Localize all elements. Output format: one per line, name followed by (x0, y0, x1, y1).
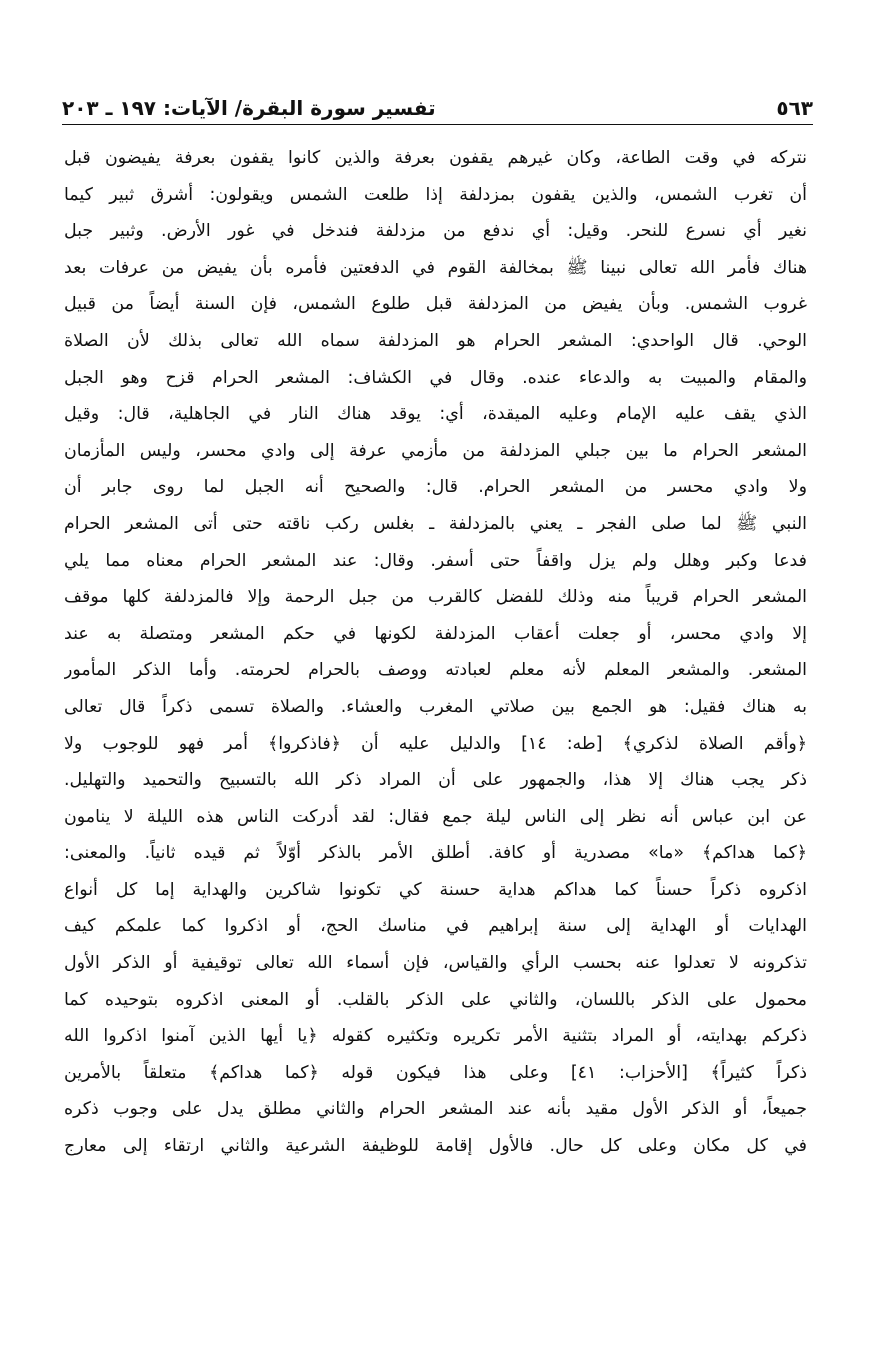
text-line: المشعر الحرام قريباً منه وذلك للفضل كالقرب من جبل الرحمة وإلا فالمزدلفة كلها موقف (64, 587, 807, 608)
text-line: النبي ﷺ لما صلى الفجر ـ يعني بالمزدلفة ـ بغلس ركب ناقته حتى أتى المشعر الحرام (64, 513, 807, 534)
running-title: تفسير سورة البقرة/ الآيات: ١٩٧ ـ ٢٠٣ (62, 96, 436, 120)
text-line: ذكركم بهدايته، أو المراد بتثنية الأمر تكريره وتكثيره كقوله ﴿يا أيها الذين آمنوا اذكروا الله (64, 1026, 807, 1047)
text-line: ذكراً كثيراً﴾ [الأحزاب: ٤١] وعلى هذا فيكون قوله ﴿كما هداكم﴾ متعلقاً بالأمرين (64, 1062, 807, 1083)
text-line: ذكر يجب هناك إلا هذا، والجمهور على أن المراد ذكر الله بالتسبيح والتحميد والتهليل. (64, 770, 807, 791)
text-line: محمول على الذكر باللسان، والثاني على الذكر بالقلب. أو المعنى اذكروه بتوحيده كما (64, 989, 807, 1010)
text-line: اذكروه ذكراً حسناً كما هداكم هداية حسنة كي تكونوا شاكرين والهداية إما كل أنواع (64, 879, 807, 900)
text-line: في كل مكان وعلى كل حال. فالأول إقامة للوظيفة الشرعية والثاني ارتقاء إلى معارج (64, 1136, 807, 1157)
text-line: المشعر الحرام ما بين جبلي المزدلفة من مأزمي عرفة إلى وادي محسر، وليس المأزمان (64, 440, 807, 461)
text-line: المشعر. والمشعر المعلم لأنه معلم لعبادته ووصف بالحرام لحرمته. وأما الذكر المأمور (64, 660, 807, 681)
text-line: الهدايات أو الهداية إلى سنة إبراهيم في مناسك الحج، أو اذكروا كما علمكم كيف (64, 916, 807, 937)
text-line: والمقام والمبيت به والدعاء عنده. وقال في الكشاف: المشعر الحرام قزح وهو الجبل (64, 367, 807, 388)
text-line: جميعاً، أو الذكر الأول مقيد بأنه عند المشعر الحرام والثاني مطلق يدل على وجوب ذكره (64, 1099, 807, 1120)
text-line: غروب الشمس. وبأن يفيض من المزدلفة قبل طلوع الشمس، فإن السنة أيضاً من قبيل (64, 294, 807, 315)
text-line: نتركه في وقت الطاعة، وكان غيرهم يقفون بعرفة والذين كانوا يقفون بعرفة يفيضون قبل (64, 148, 807, 168)
running-head (62, 80, 813, 125)
text-line: الوحي. قال الواحدي: المشعر الحرام هو المزدلفة سماه الله تعالى بذلك لأن الصلاة (64, 330, 807, 351)
text-line: الذي يقف عليه الإمام وعليه الميقدة، أي: يوقد هناك النار في الجاهلية، قال: وقيل (64, 404, 807, 425)
text-line: ﴿كما هداكم﴾ «ما» مصدرية أو كافة. أطلق الأمر بالذكر أوّلاً ثم قيده ثانياً. والمعنى: (64, 843, 807, 864)
text-line: فدعا وكبر وهلل ولم يزل واقفاً حتى أسفر. وقال: عند المشعر الحرام معناه مما يلي (64, 550, 807, 571)
page-number: ٥٦٣ (776, 96, 813, 120)
text-line: إلا وادي محسر، أو جعلت أعقاب المزدلفة لكونها في حكم المشعر ومتصلة به عند (64, 623, 807, 644)
text-line: ولا وادي محسر من المشعر الحرام. قال: والصحيح أنه الجبل لما روى جابر أن (64, 477, 807, 498)
body-text (64, 140, 807, 1165)
text-line: أن تغرب الشمس، والذين يقفون بمزدلفة إذا طلعت الشمس ويقولون: أشرق ثبير كيما (64, 184, 807, 205)
text-line: ﴿وأقم الصلاة لذكري﴾ [طه: ١٤] والدليل عليه أن ﴿فاذكروا﴾ أمر فهو للوجوب ولا (64, 733, 807, 754)
text-line: تذكرونه لا تعدلوا عنه بحسب الرأي والقياس، فإن أسماء الله تعالى توقيفية أو الذكر الأول (64, 953, 807, 974)
text-line: نغير أي نسرع للنحر. وقيل: أي ندفع من مزدلفة فندخل في غور الأرض. وثبير جبل (64, 221, 807, 242)
text-line: هناك فأمر الله تعالى نبينا ﷺ بمخالفة القوم في الدفعتين فأمره بأن يفيض من عرفات بعد (64, 257, 807, 278)
text-line: به هناك فقيل: هو الجمع بين صلاتي المغرب والعشاء. والصلاة تسمى ذكراً قال تعالى (64, 696, 807, 717)
text-line: عن ابن عباس أنه نظر إلى الناس ليلة جمع فقال: لقد أدركت الناس هذه الليلة لا ينامون (64, 806, 807, 827)
